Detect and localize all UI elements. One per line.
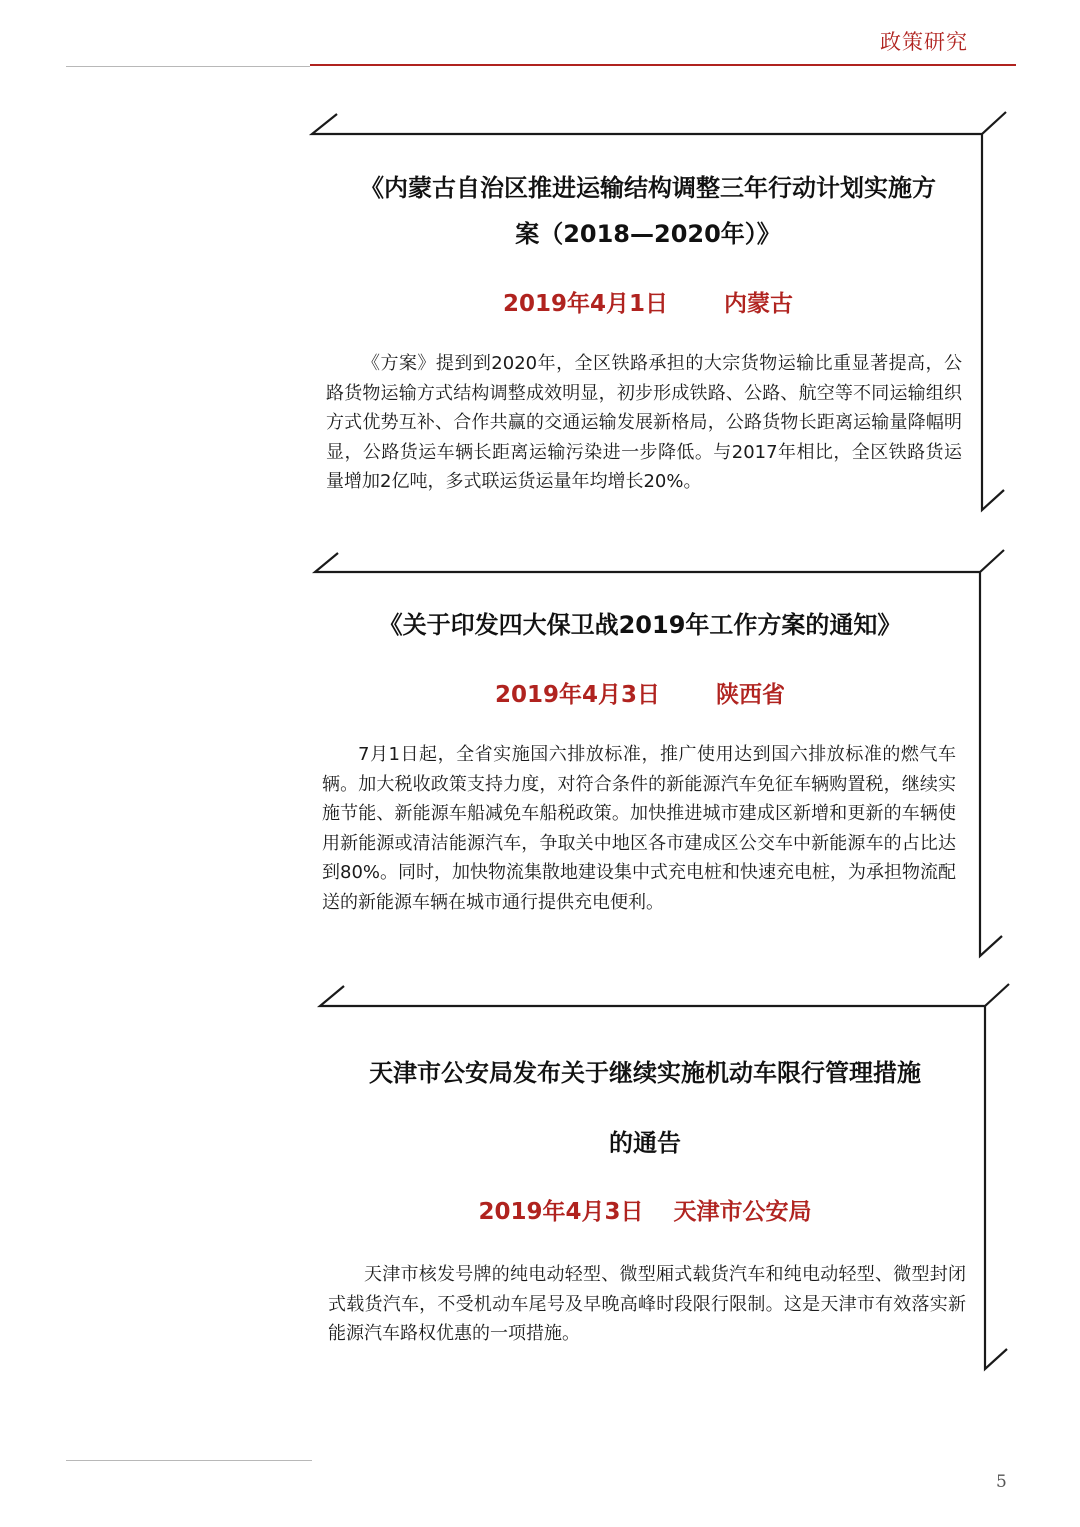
card-body: 天津市核发号牌的纯电动轻型、微型厢式载货汽车和纯电动轻型、微型封闭式载货汽车，不受机动车尾号及早晚高峰时段限行限制。这是天津市有效落实新能源汽车路权优惠的一项措施。 bbox=[328, 1264, 966, 1344]
section-label: 政策研究 bbox=[880, 30, 968, 54]
card-title-line2: 案（2018—2020年）》 bbox=[515, 220, 781, 248]
card-body: 7月1日起，全省实施国六排放标准，推广使用达到国六排放标准的燃气车辆。加大税收政策支持力度，对符合条件的新能源汽车免征车辆购置税，继续实施节能、新能源车船减免车船税政策。加快推进城市建成区新增和更新的车辆使用新能源或清洁能源汽车，争取关中地区各市建成区公交车中新能源车的占比达到80%。同时，加快物流集散地建设集中式充电桩和快速充电桩，为承担物流配送的新能源车辆在城市通行提供充电便利。 bbox=[322, 744, 957, 913]
card-region: 内蒙古 bbox=[724, 291, 794, 317]
footer-rule bbox=[66, 1460, 312, 1461]
card-date-region bbox=[330, 1193, 960, 1226]
card-body: 《方案》提到到2020年，全区铁路承担的大宗货物运输比重显著提高，公路货物运输方式结构调整成效明显，初步形成铁路、公路、航空等不同运输组织方式优势互补、合作共赢的交通运输发展新格局，公路货物长距离运输量降幅明显，公路货运车辆长距离运输污染进一步降低。与2017年相比，全区铁路货运量增加2亿吨，多式联运货运量年均增长20%。 bbox=[326, 353, 962, 492]
page-number: 5 bbox=[996, 1472, 1007, 1492]
card-region: 陕西省 bbox=[716, 682, 786, 708]
card-date-region bbox=[320, 676, 960, 709]
card-date-region bbox=[330, 285, 966, 318]
card-region: 天津市公安局 bbox=[673, 1199, 812, 1225]
card-title-line1: 《关于印发四大保卫战2019年工作方案的通知》 bbox=[378, 611, 902, 639]
card-title-line1: 天津市公安局发布关于继续实施机动车限行管理措施 bbox=[369, 1059, 921, 1087]
card-date: 2019年4月3日 bbox=[494, 682, 660, 708]
card-title-line1: 《内蒙古自治区推进运输结构调整三年行动计划实施方 bbox=[360, 174, 936, 202]
card-date: 2019年4月3日 bbox=[478, 1199, 644, 1225]
card-date: 2019年4月1日 bbox=[502, 291, 668, 317]
card-title-line2: 的通告 bbox=[609, 1129, 681, 1157]
